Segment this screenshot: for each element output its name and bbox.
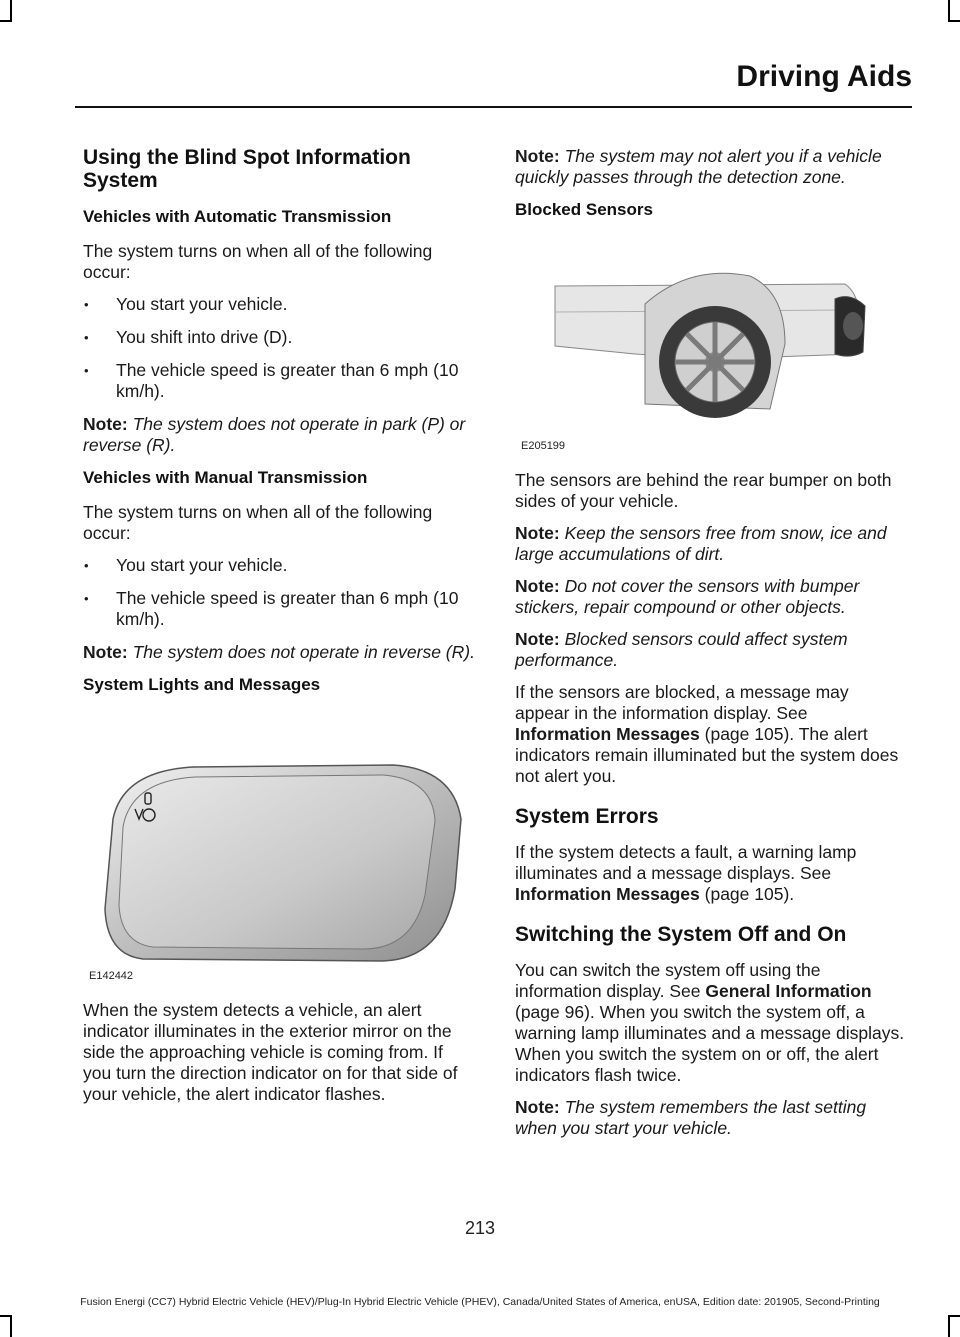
auto-conditions-list bbox=[83, 294, 475, 402]
rear-bumper-illustration bbox=[515, 234, 907, 454]
list-item: • You shift into drive (D). bbox=[83, 327, 475, 348]
header-rule bbox=[75, 106, 912, 108]
sensor-location-text: The sensors are behind the rear bumper on both sides of your vehicle. bbox=[515, 470, 892, 511]
page-number: 213 bbox=[464, 1218, 496, 1238]
note-label: Note: bbox=[515, 1097, 560, 1117]
crop-mark-top-right-h bbox=[948, 20, 960, 22]
mirror-figure bbox=[83, 709, 475, 984]
mirror-description: When the system detects a vehicle, an alert indicator illuminates in the exterior mirror on the side the approaching vehicle is coming from. If you turn the direction indicator on for that side of your vehicle, the alert indicator flashes. bbox=[83, 1000, 458, 1104]
switching-text bbox=[515, 960, 907, 1086]
manual-note bbox=[83, 642, 475, 663]
information-messages-link[interactable]: Information Messages bbox=[515, 724, 700, 744]
note-keep-clear bbox=[515, 523, 907, 565]
manual-intro: The system turns on when all of the following occur: bbox=[83, 502, 433, 543]
switching-heading: Switching the System Off and On bbox=[515, 923, 847, 946]
remembers-setting-note bbox=[515, 1097, 907, 1139]
crop-mark-top-left-v bbox=[10, 0, 12, 20]
blocked-sensors-text bbox=[515, 682, 907, 787]
note-label: Note: bbox=[515, 576, 560, 596]
note-label: Note: bbox=[83, 642, 128, 662]
information-messages-link[interactable]: Information Messages bbox=[515, 884, 700, 904]
crop-mark-bottom-right-h bbox=[948, 1315, 960, 1317]
detection-zone-note bbox=[515, 146, 907, 188]
wheel-icon bbox=[659, 306, 771, 418]
manual-conditions-list bbox=[83, 555, 475, 630]
note-performance bbox=[515, 629, 907, 671]
crop-mark-bottom-left-h bbox=[0, 1315, 12, 1317]
note-label: Note: bbox=[515, 629, 560, 649]
section-title: Driving Aids bbox=[736, 60, 912, 93]
manual-transmission-heading: Vehicles with Manual Transmission bbox=[83, 468, 368, 487]
note-label: Note: bbox=[515, 146, 560, 166]
blocked-sensors-heading: Blocked Sensors bbox=[515, 200, 653, 219]
note-text: The system does not operate in park (P) or reverse (R). bbox=[83, 414, 466, 455]
list-item: • The vehicle speed is greater than 6 mph (10 km/h). bbox=[83, 360, 475, 402]
text-run: (page 105). bbox=[699, 884, 795, 904]
mirror-illustration bbox=[83, 709, 475, 984]
text-run: If the sensors are blocked, a message may appear in the information display. See bbox=[515, 682, 849, 723]
text-run: You can switch the system off using the information display. See bbox=[515, 960, 821, 1001]
note-text: Keep the sensors free from snow, ice and large accumulations of dirt. bbox=[515, 523, 887, 564]
auto-intro: The system turns on when all of the following occur: bbox=[83, 241, 433, 282]
note-text: Do not cover the sensors with bumper stickers, repair compound or other objects. bbox=[515, 576, 860, 617]
system-lights-heading: System Lights and Messages bbox=[83, 675, 321, 694]
note-label: Note: bbox=[83, 414, 128, 434]
footer-edition-info: Fusion Energi (CC7) Hybrid Electric Vehicle (HEV)/Plug-In Hybrid Electric Vehicle (PHEV), Canada/United States of America, enUSA, Edition date: 201905, Second-Printing bbox=[80, 1296, 880, 1308]
system-errors-text bbox=[515, 842, 907, 905]
figure-code: E205199 bbox=[521, 440, 566, 452]
note-text: The system does not operate in reverse (R). bbox=[132, 642, 475, 662]
general-information-link[interactable]: General Information bbox=[705, 981, 872, 1001]
note-do-not-cover bbox=[515, 576, 907, 618]
left-column bbox=[83, 146, 475, 1116]
note-text: The system may not alert you if a vehicle quickly passes through the detection zone. bbox=[515, 146, 882, 187]
list-item: • The vehicle speed is greater than 6 mph (10 km/h). bbox=[83, 588, 475, 630]
figure-code: E142442 bbox=[89, 970, 134, 982]
list-item: • You start your vehicle. bbox=[83, 294, 475, 315]
auto-transmission-heading: Vehicles with Automatic Transmission bbox=[83, 207, 392, 226]
rear-bumper-figure bbox=[515, 234, 907, 454]
crop-mark-top-left-h bbox=[0, 20, 12, 22]
system-errors-heading: System Errors bbox=[515, 805, 659, 828]
crop-mark-bottom-left-v bbox=[10, 1317, 12, 1337]
crop-mark-top-right-v bbox=[948, 0, 950, 20]
note-label: Note: bbox=[515, 523, 560, 543]
note-text: The system remembers the last setting when you start your vehicle. bbox=[515, 1097, 867, 1138]
list-item: • You start your vehicle. bbox=[83, 555, 475, 576]
auto-note bbox=[83, 414, 475, 456]
text-run: (page 105). The alert indicators remain illuminated but the system does not alert you. bbox=[515, 724, 899, 786]
crop-mark-bottom-right-v bbox=[948, 1317, 950, 1337]
text-run: (page 96). When you switch the system off, a warning lamp illuminates and a message displays. When you switch the system on or off, the alert indicators flash twice. bbox=[515, 1002, 905, 1085]
text-run: If the system detects a fault, a warning lamp illuminates and a message displays. See bbox=[515, 842, 857, 883]
right-column bbox=[515, 146, 907, 1150]
blis-title: Using the Blind Spot Information System bbox=[83, 146, 411, 192]
note-text: Blocked sensors could affect system performance. bbox=[515, 629, 848, 670]
